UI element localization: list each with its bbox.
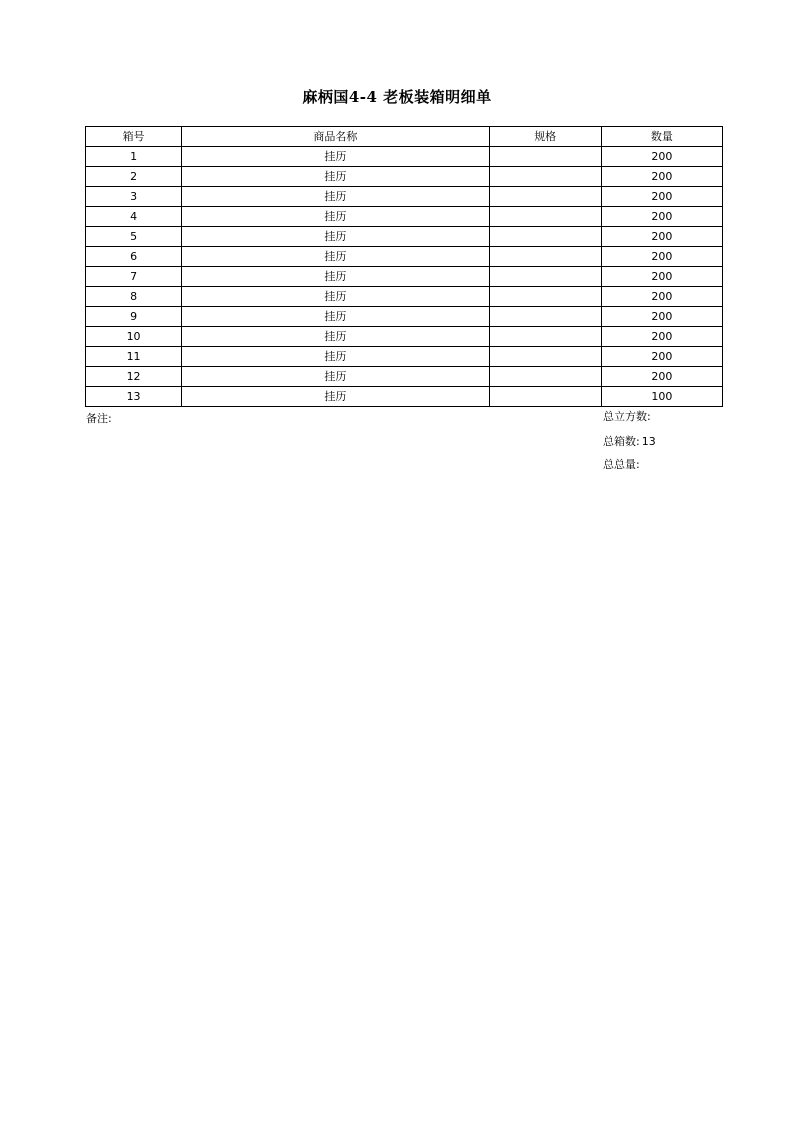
cell-box-no: 10 bbox=[86, 327, 182, 347]
cell-quantity: 100 bbox=[601, 387, 722, 407]
cell-box-no: 9 bbox=[86, 307, 182, 327]
cell-box-no: 13 bbox=[86, 387, 182, 407]
cell-product-name: 挂历 bbox=[182, 347, 489, 367]
cell-box-no: 3 bbox=[86, 187, 182, 207]
cell-quantity: 200 bbox=[601, 227, 722, 247]
cell-box-no: 4 bbox=[86, 207, 182, 227]
cell-spec bbox=[489, 367, 601, 387]
cell-product-name: 挂历 bbox=[182, 207, 489, 227]
cell-spec bbox=[489, 247, 601, 267]
cell-spec bbox=[489, 147, 601, 167]
remark-label: 备注: bbox=[86, 412, 112, 425]
table-row bbox=[86, 207, 723, 227]
cell-box-no: 6 bbox=[86, 247, 182, 267]
table-body bbox=[86, 147, 723, 407]
header-spec: 规格 bbox=[489, 127, 601, 147]
total-boxes-value: 13 bbox=[641, 435, 656, 448]
cell-quantity: 200 bbox=[601, 367, 722, 387]
cell-box-no: 8 bbox=[86, 287, 182, 307]
cell-quantity: 200 bbox=[601, 347, 722, 367]
table-row bbox=[86, 327, 723, 347]
cell-quantity: 200 bbox=[601, 307, 722, 327]
cell-product-name: 挂历 bbox=[182, 367, 489, 387]
cell-box-no: 5 bbox=[86, 227, 182, 247]
table-row bbox=[86, 387, 723, 407]
cell-spec bbox=[489, 307, 601, 327]
cell-spec bbox=[489, 267, 601, 287]
cell-spec bbox=[489, 287, 601, 307]
table-row bbox=[86, 267, 723, 287]
cell-spec bbox=[489, 167, 601, 187]
table-row bbox=[86, 347, 723, 367]
cell-product-name: 挂历 bbox=[182, 307, 489, 327]
cell-quantity: 200 bbox=[601, 147, 722, 167]
table-row bbox=[86, 247, 723, 267]
table-row bbox=[86, 227, 723, 247]
packing-list-table bbox=[85, 126, 723, 407]
cell-product-name: 挂历 bbox=[182, 327, 489, 347]
cell-box-no: 1 bbox=[86, 147, 182, 167]
cell-product-name: 挂历 bbox=[182, 187, 489, 207]
cell-quantity: 200 bbox=[601, 267, 722, 287]
cell-spec bbox=[489, 387, 601, 407]
table-row bbox=[86, 147, 723, 167]
cell-spec bbox=[489, 187, 601, 207]
cell-product-name: 挂历 bbox=[182, 227, 489, 247]
cell-quantity: 200 bbox=[601, 187, 722, 207]
table-row bbox=[86, 187, 723, 207]
header-box-no: 箱号 bbox=[86, 127, 182, 147]
total-quantity-label: 总总量: bbox=[603, 458, 640, 471]
cell-box-no: 11 bbox=[86, 347, 182, 367]
cell-spec bbox=[489, 227, 601, 247]
table-header-row bbox=[86, 127, 723, 147]
table-row bbox=[86, 287, 723, 307]
cell-box-no: 12 bbox=[86, 367, 182, 387]
table-row bbox=[86, 307, 723, 327]
cell-product-name: 挂历 bbox=[182, 167, 489, 187]
cell-quantity: 200 bbox=[601, 207, 722, 227]
cell-product-name: 挂历 bbox=[182, 287, 489, 307]
total-quantity bbox=[603, 457, 642, 473]
cell-box-no: 2 bbox=[86, 167, 182, 187]
total-volume bbox=[603, 409, 653, 425]
total-boxes-label: 总箱数: bbox=[603, 435, 640, 448]
cell-spec bbox=[489, 207, 601, 227]
cell-box-no: 7 bbox=[86, 267, 182, 287]
cell-quantity: 200 bbox=[601, 327, 722, 347]
cell-product-name: 挂历 bbox=[182, 247, 489, 267]
cell-product-name: 挂历 bbox=[182, 147, 489, 167]
cell-spec bbox=[489, 347, 601, 367]
cell-quantity: 200 bbox=[601, 287, 722, 307]
cell-product-name: 挂历 bbox=[182, 387, 489, 407]
table-row bbox=[86, 367, 723, 387]
page-title: 麻柄国4-4 老板装箱明细单 bbox=[302, 88, 492, 106]
total-boxes bbox=[603, 434, 656, 450]
cell-spec bbox=[489, 327, 601, 347]
total-volume-label: 总立方数: bbox=[603, 410, 651, 423]
header-quantity: 数量 bbox=[601, 127, 722, 147]
cell-product-name: 挂历 bbox=[182, 267, 489, 287]
cell-quantity: 200 bbox=[601, 247, 722, 267]
table-row bbox=[86, 167, 723, 187]
header-product-name: 商品名称 bbox=[182, 127, 489, 147]
cell-quantity: 200 bbox=[601, 167, 722, 187]
